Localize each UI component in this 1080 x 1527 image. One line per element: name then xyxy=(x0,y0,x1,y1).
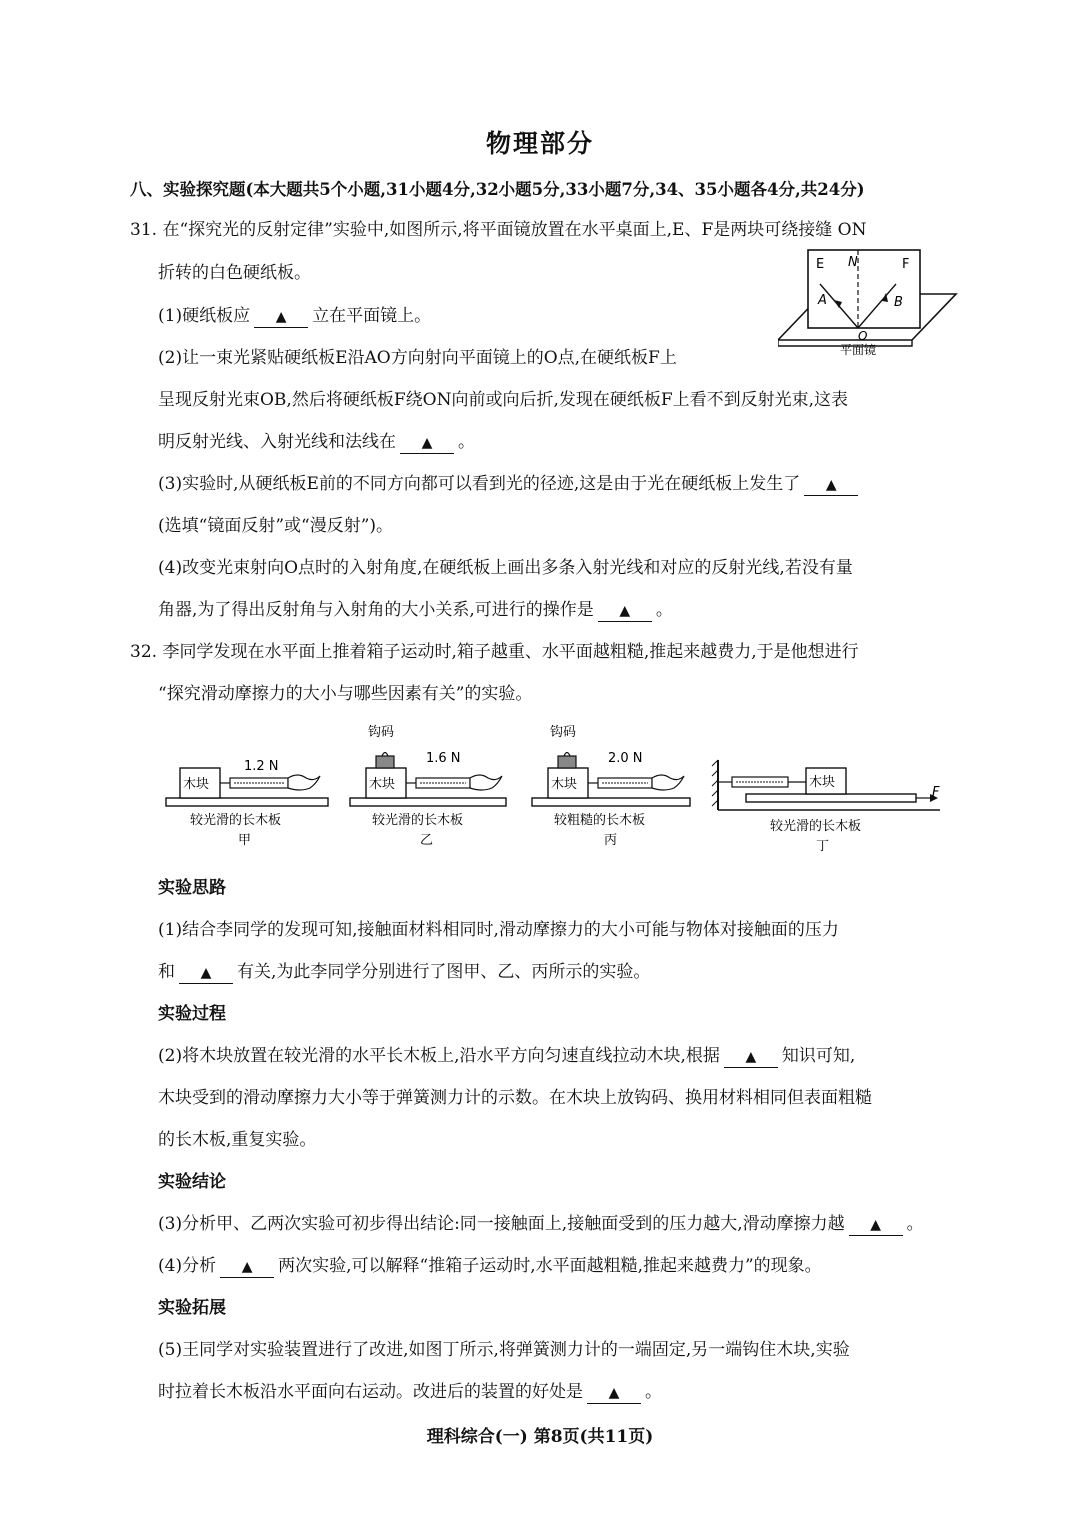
heading-idea: 实验思路 xyxy=(158,878,226,898)
q32-part-2d: 的长木板,重复实验。 xyxy=(158,1130,317,1150)
section-heading: 八、实验探究题(本大题共5个小题,31小题4分,32小题5分,33小题7分,34、35小题各4分,共24分) xyxy=(130,180,865,199)
svg-text:较粗糙的长木板: 较粗糙的长木板 xyxy=(554,813,646,828)
svg-text:较光滑的长木板: 较光滑的长木板 xyxy=(190,813,282,828)
svg-text:甲: 甲 xyxy=(238,833,252,848)
figure-jia xyxy=(166,759,328,848)
svg-text:木块: 木块 xyxy=(809,775,836,790)
q32-line-2: “探究滑动摩擦力的大小与哪些因素有关”的实验。 xyxy=(158,684,533,704)
force-reading: 1.2 N xyxy=(244,759,279,774)
q32-part-2a: (2)将木块放置在较光滑的水平长木板上,沿水平方向匀速直线拉动木块,根据 ▲ 知识可知, xyxy=(158,1046,856,1066)
weight-icon xyxy=(558,756,576,768)
q32-part-1b: 和 ▲ 有关,为此李同学分别进行了图甲、乙、丙所示的实验。 xyxy=(158,962,651,982)
svg-text:木块: 木块 xyxy=(551,777,578,792)
svg-text:木块: 木块 xyxy=(183,777,210,792)
q31-line-1: 31. 在“探究光的反射定律”实验中,如图所示,将平面镜放置在水平桌面上,E、F是两块可绕接缝 ON xyxy=(130,220,867,240)
answer-blank[interactable]: ▲ xyxy=(849,1215,903,1236)
svg-text:钩码: 钩码 xyxy=(550,725,577,740)
q31-part-2b: 呈现反射光束OB,然后将硬纸板F绕ON向前或向后折,发现在硬纸板F上看不到反射光束,这表 xyxy=(158,390,849,410)
board xyxy=(350,798,506,806)
force-reading: 2.0 N xyxy=(608,751,643,766)
answer-blank[interactable]: ▲ xyxy=(400,433,454,454)
hand-icon xyxy=(288,775,320,790)
svg-text:木块: 木块 xyxy=(369,777,396,792)
svg-text:丙: 丙 xyxy=(604,833,618,848)
reflection-figure xyxy=(778,244,958,364)
svg-text:较光滑的长木板: 较光滑的长木板 xyxy=(372,813,464,828)
label-n: N xyxy=(848,255,858,270)
label-o: O xyxy=(858,329,868,343)
hand-icon xyxy=(652,775,684,790)
label-a: A xyxy=(818,293,827,308)
label-f: F xyxy=(902,257,910,272)
answer-blank[interactable]: ▲ xyxy=(179,963,233,984)
q31-part-3a: (3)实验时,从硬纸板E前的不同方向都可以看到光的径迹,这是由于光在硬纸板上发生了 ▲ xyxy=(158,472,988,496)
page-footer: 理科综合(一) 第8页(共11页) xyxy=(426,1427,654,1447)
answer-blank[interactable]: ▲ xyxy=(220,1257,274,1278)
board xyxy=(746,794,916,802)
q31-part-2c: 明反射光线、入射光线和法线在 ▲ 。 xyxy=(158,432,475,452)
svg-text:较光滑的长木板: 较光滑的长木板 xyxy=(770,819,862,834)
page-title: 物理部分 xyxy=(485,129,594,158)
answer-blank[interactable]: ▲ xyxy=(254,307,308,328)
answer-blank[interactable]: ▲ xyxy=(724,1047,778,1068)
board xyxy=(166,798,328,806)
answer-blank[interactable]: ▲ xyxy=(804,475,858,496)
hand-icon xyxy=(470,775,502,790)
q32-part-3: (3)分析甲、乙两次实验可初步得出结论:同一接触面上,接触面受到的压力越大,滑动摩擦力越 ▲ 。 xyxy=(158,1214,924,1234)
heading-conclusion: 实验结论 xyxy=(158,1172,226,1192)
force-reading: 1.6 N xyxy=(426,751,461,766)
q31-part-1: (1)硬纸板应 ▲ 立在平面镜上。 xyxy=(158,306,432,326)
svg-text:F: F xyxy=(932,785,940,800)
q31-part-4a: (4)改变光束射向O点时的入射角度,在硬纸板上画出多条入射光线和对应的反射光线,若没有量 xyxy=(158,558,853,578)
heading-extend: 实验拓展 xyxy=(158,1298,226,1318)
q32-part-4: (4)分析 ▲ 两次实验,可以解释“推箱子运动时,水平面越粗糙,推起来越费力”的现象。 xyxy=(158,1256,822,1276)
q32-line-1: 32. 李同学发现在水平面上推着箱子运动时,箱子越重、水平面越粗糙,推起来越费力,于是他想进行 xyxy=(130,642,859,662)
weight-icon xyxy=(376,756,394,768)
figure-yi xyxy=(350,725,506,848)
label-e: E xyxy=(816,257,825,272)
svg-text:丁: 丁 xyxy=(816,839,830,854)
q31-part-3b: (选填“镜面反射”或“漫反射”)。 xyxy=(158,516,394,536)
q32-part-2c: 木块受到的滑动摩擦力大小等于弹簧测力计的示数。在木块上放钩码、换用材料相同但表面粗糙 xyxy=(158,1088,872,1108)
figure-bing xyxy=(532,725,690,848)
q31-part-4b: 角器,为了得出反射角与入射角的大小关系,可进行的操作是 ▲ 。 xyxy=(158,600,673,620)
friction-figures xyxy=(160,718,950,858)
label-mirror: 平面镜 xyxy=(840,343,877,357)
answer-blank[interactable]: ▲ xyxy=(587,1383,641,1404)
label-b: B xyxy=(894,295,903,310)
q32-part-1a: (1)结合李同学的发现可知,接触面材料相同时,滑动摩擦力的大小可能与物体对接触面的压力 xyxy=(158,920,839,940)
svg-text:钩码: 钩码 xyxy=(368,725,395,740)
svg-text:乙: 乙 xyxy=(420,833,434,848)
q31-line-2: 折转的白色硬纸板。 xyxy=(158,263,311,283)
answer-blank[interactable]: ▲ xyxy=(598,601,652,622)
figure-ding xyxy=(712,760,940,854)
heading-process: 实验过程 xyxy=(158,1004,226,1024)
q32-part-5b: 时拉着长木板沿水平面向右运动。改进后的装置的好处是 ▲ 。 xyxy=(158,1382,662,1402)
q32-part-5a: (5)王同学对实验装置进行了改进,如图丁所示,将弹簧测力计的一端固定,另一端钩住木块,实验 xyxy=(158,1340,850,1360)
board xyxy=(532,798,690,806)
q31-part-2a: (2)让一束光紧贴硬纸板E沿AO方向射向平面镜上的O点,在硬纸板F上 xyxy=(158,348,677,368)
